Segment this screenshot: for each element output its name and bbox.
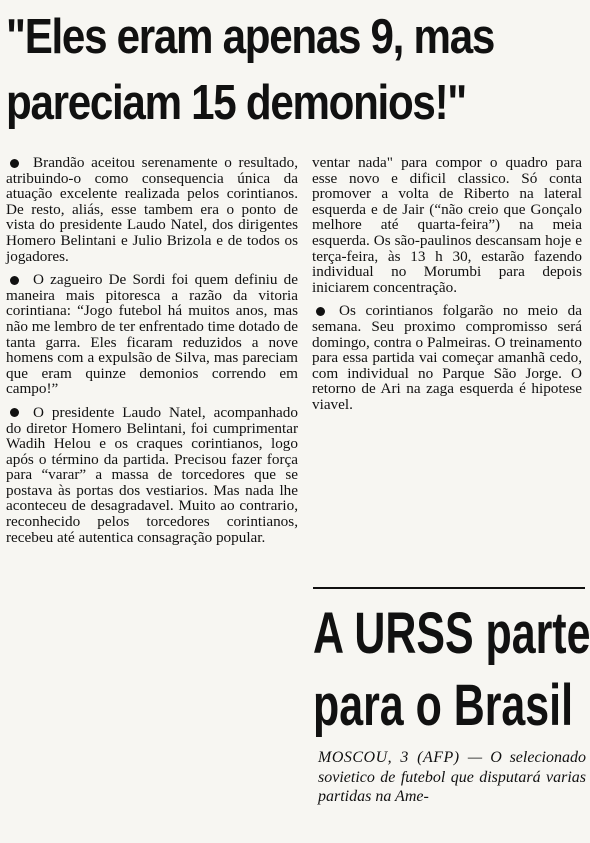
paragraph <box>6 155 298 264</box>
bullet-icon <box>316 307 325 316</box>
main-headline-line-1: "Eles eram apenas 9, mas <box>6 10 494 64</box>
paragraph <box>312 303 582 412</box>
second-headline-line-2: para o Brasil <box>313 673 574 738</box>
paragraph <box>6 272 298 397</box>
paragraph-text: O presidente Laudo Natel, acompanhado do diretor Homero Belintani, foi cumprimentar Wadih Helou e os craques corintianos, logo após o término da partida. Precisou fazer força para “varar” a massa de torcedores que se postava às portas dos vestiarios. Mas nada lhe aconteceu de desagradavel. Muito ao contrario, reconhecido pelos torcedores corintianos, recebeu até autentica consagração popular. <box>6 403 298 546</box>
paragraph-text: ventar nada" para compor o quadro para esse novo e dificil classico. Só conta promover a volta de Riberto na lateral esquerda e de Jair (“não creio que Gonçalo melhore até quarta-feira”) na meia esquerda. Os são-paulinos descansam hoje e terça-feira, às 13 h 30, estarão fazendo individual no Morumbi para depois iniciarem concentração. <box>312 154 582 296</box>
left-article-column <box>6 155 298 553</box>
main-headline-line-2: pareciam 15 demonios!" <box>6 76 467 130</box>
bullet-icon <box>10 408 19 417</box>
paragraph <box>6 405 298 545</box>
second-headline-line-1: A URSS parte <box>313 601 590 666</box>
right-article-column <box>312 155 582 421</box>
bullet-icon <box>10 159 19 168</box>
bullet-icon <box>10 276 19 285</box>
column-divider <box>313 587 585 589</box>
paragraph-continued <box>312 155 582 295</box>
dateline: MOSCOU, 3 (AFP) — <box>318 749 483 766</box>
paragraph-text: Os corintianos folgarão no meio da semana. Seu proximo compromisso será domingo, contra o Palmeiras. O treinamento para essa partida vai começar amanhã cedo, com individual no Parque São Jorge. O retorno de Ari na zaga esquerda é hipotese viavel. <box>312 302 582 413</box>
lead-text: O selecionado sovietico de futebol que disputará varias partidas na Ame- <box>318 749 587 805</box>
main-headline <box>6 4 505 136</box>
second-story-headline <box>313 598 590 742</box>
paragraph-text: Brandão aceitou serenamente o resultado, atribuindo-o como consequencia única da atuação excelente realizada pelos corintianos. De resto, aliás, esse tambem era o ponto de vista do presidente Laudo Natel, dos dirigentes Homero Belintani e Julio Brizola e de todos os jogadores. <box>6 154 298 265</box>
second-story-lead <box>318 748 586 807</box>
paragraph-text: O zagueiro De Sordi foi quem definiu de maneira mais pitoresca a razão da vitoria corintiana: “Jogo futebol há muitos anos, mas não me lembro de ter enfrentado time dotado de tanta garra. Eles ficaram reduzidos a nove homens com a expulsão de Silva, mas pareciam que eram quinze demonios correndo em campo!” <box>6 271 298 398</box>
